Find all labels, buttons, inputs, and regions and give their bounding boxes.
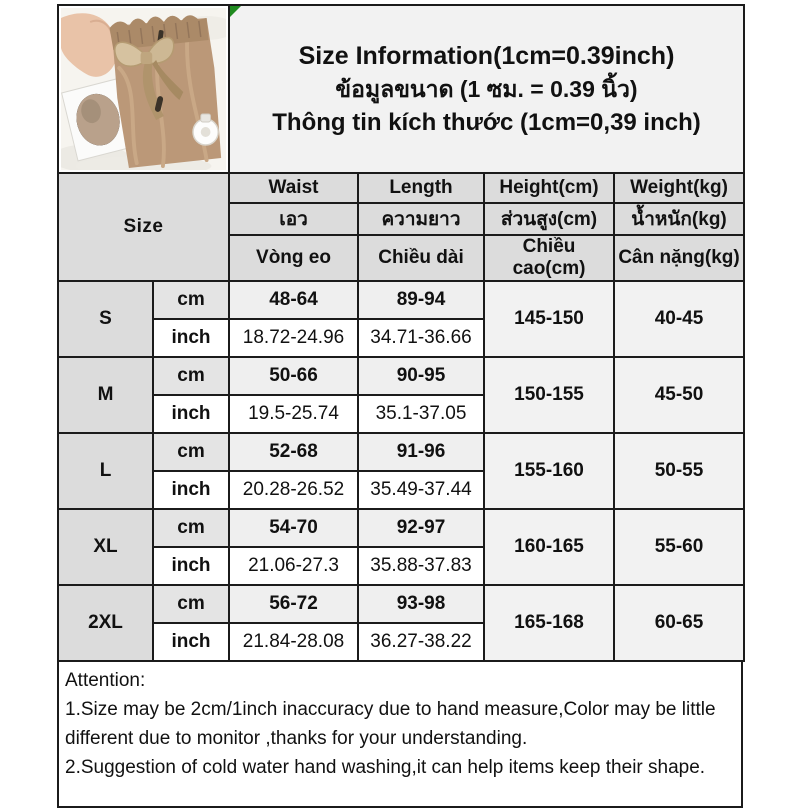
weight-2xl: 60-65 bbox=[614, 585, 744, 661]
unit-cm: cm bbox=[153, 357, 229, 395]
title-cell bbox=[229, 5, 744, 173]
unit-inch: inch bbox=[153, 395, 229, 433]
unit-cm: cm bbox=[153, 509, 229, 547]
cell-corner-marker-icon bbox=[230, 6, 241, 17]
unit-inch: inch bbox=[153, 623, 229, 661]
length-cm-2xl: 93-98 bbox=[358, 585, 484, 623]
waist-inch-2xl: 21.84-28.08 bbox=[229, 623, 358, 661]
size-label-xl: XL bbox=[58, 509, 153, 585]
size-label-l: L bbox=[58, 433, 153, 509]
size-label-2xl: 2XL bbox=[58, 585, 153, 661]
weight-m: 45-50 bbox=[614, 357, 744, 433]
header-row-english bbox=[58, 173, 744, 203]
size-table bbox=[57, 4, 745, 662]
attention-note-1: 1.Size may be 2cm/1inch inaccuracy due to hand measure,Color may be little different due to monitor ,thanks for your understanding. bbox=[65, 699, 716, 749]
length-cm-xl: 92-97 bbox=[358, 509, 484, 547]
title-english: Size Information(1cm=0.39inch) bbox=[298, 41, 675, 70]
size-column-header: Size bbox=[58, 173, 229, 281]
unit-inch: inch bbox=[153, 319, 229, 357]
weight-header-vi: Cân nặng(kg) bbox=[614, 235, 744, 281]
length-cm-m: 90-95 bbox=[358, 357, 484, 395]
waist-cm-s: 48-64 bbox=[229, 281, 358, 319]
table-row bbox=[58, 281, 744, 319]
waist-header-en: Waist bbox=[229, 173, 358, 203]
size-chart-sheet bbox=[57, 4, 743, 808]
weight-xl: 55-60 bbox=[614, 509, 744, 585]
table-row bbox=[58, 433, 744, 471]
unit-inch: inch bbox=[153, 547, 229, 585]
unit-cm: cm bbox=[153, 281, 229, 319]
product-photo bbox=[61, 8, 226, 170]
weight-l: 50-55 bbox=[614, 433, 744, 509]
attention-heading: Attention: bbox=[65, 670, 146, 691]
table-row bbox=[58, 357, 744, 395]
height-header-en: Height(cm) bbox=[484, 173, 614, 203]
top-row bbox=[58, 5, 744, 173]
length-header-th: ความยาว bbox=[358, 203, 484, 235]
waist-header-th: เอว bbox=[229, 203, 358, 235]
height-s: 145-150 bbox=[484, 281, 614, 357]
waist-cm-l: 52-68 bbox=[229, 433, 358, 471]
product-photo-cell bbox=[58, 5, 229, 173]
weight-header-en: Weight(kg) bbox=[614, 173, 744, 203]
unit-cm: cm bbox=[153, 585, 229, 623]
attention-note-2: 2.Suggestion of cold water hand washing,it can help items keep their shape. bbox=[65, 757, 706, 778]
weight-header-th: น้ำหนัก(kg) bbox=[614, 203, 744, 235]
height-m: 150-155 bbox=[484, 357, 614, 433]
waist-cm-xl: 54-70 bbox=[229, 509, 358, 547]
length-cm-s: 89-94 bbox=[358, 281, 484, 319]
height-xl: 160-165 bbox=[484, 509, 614, 585]
length-inch-s: 34.71-36.66 bbox=[358, 319, 484, 357]
length-inch-m: 35.1-37.05 bbox=[358, 395, 484, 433]
waist-cm-m: 50-66 bbox=[229, 357, 358, 395]
height-header-th: ส่วนสูง(cm) bbox=[484, 203, 614, 235]
waist-inch-xl: 21.06-27.3 bbox=[229, 547, 358, 585]
length-cm-l: 91-96 bbox=[358, 433, 484, 471]
weight-s: 40-45 bbox=[614, 281, 744, 357]
height-l: 155-160 bbox=[484, 433, 614, 509]
unit-cm: cm bbox=[153, 433, 229, 471]
length-inch-l: 35.49-37.44 bbox=[358, 471, 484, 509]
length-inch-xl: 35.88-37.83 bbox=[358, 547, 484, 585]
unit-inch: inch bbox=[153, 471, 229, 509]
waist-inch-l: 20.28-26.52 bbox=[229, 471, 358, 509]
attention-box bbox=[57, 660, 743, 808]
height-2xl: 165-168 bbox=[484, 585, 614, 661]
waist-inch-m: 19.5-25.74 bbox=[229, 395, 358, 433]
length-inch-2xl: 36.27-38.22 bbox=[358, 623, 484, 661]
size-label-m: M bbox=[58, 357, 153, 433]
waist-header-vi: Vòng eo bbox=[229, 235, 358, 281]
title-thai: ข้อมูลขนาด (1 ซม. = 0.39 นิ้ว) bbox=[335, 75, 638, 102]
waist-inch-s: 18.72-24.96 bbox=[229, 319, 358, 357]
waist-cm-2xl: 56-72 bbox=[229, 585, 358, 623]
table-row bbox=[58, 585, 744, 623]
size-label-s: S bbox=[58, 281, 153, 357]
length-header-vi: Chiều dài bbox=[358, 235, 484, 281]
length-header-en: Length bbox=[358, 173, 484, 203]
table-row bbox=[58, 509, 744, 547]
height-header-vi: Chiều cao(cm) bbox=[484, 235, 614, 281]
title-vietnamese: Thông tin kích thước (1cm=0,39 inch) bbox=[272, 108, 701, 136]
